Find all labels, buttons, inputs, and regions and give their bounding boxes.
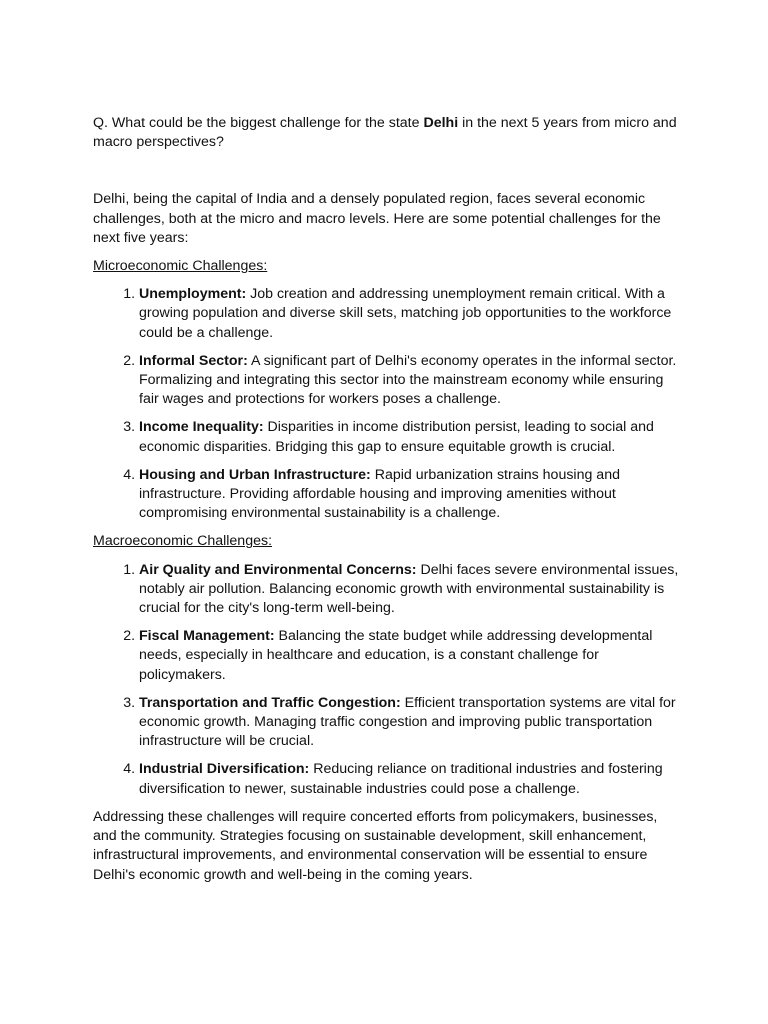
list-item-title: Air Quality and Environmental Concerns: [139, 561, 417, 578]
list-item-title: Income Inequality: [139, 419, 264, 436]
list-item [139, 760, 683, 798]
list-item-text: Balancing the state budget while addressing developmental needs, especially in healthcare and education, is a constant challenge for policymakers. [139, 628, 653, 683]
list-item-text: Delhi faces severe environmental issues, notably air pollution. Balancing economic growth with environmental sustainability is crucial for the city's long-term well-being. [139, 561, 679, 617]
document-page [93, 114, 683, 885]
list-item-title: Unemployment: [139, 286, 247, 303]
list-item-text: Disparities in income distribution persist, leading to social and economic disparities. Bridging this gap to ensure equitable growth is crucial. [139, 419, 654, 455]
list-item [139, 627, 683, 685]
macro-list [93, 561, 683, 799]
list-item-title: Transportation and Traffic Congestion: [139, 694, 401, 711]
list-item-text: Reducing reliance on traditional industries and fostering diversification to newer, sustainable industries could pose a challenge. [139, 761, 663, 797]
list-item-text: Job creation and addressing unemployment remain critical. With a growing population and diverse skill sets, matching job opportunities to the workforce could be a challenge. [139, 286, 672, 341]
list-item [139, 418, 683, 456]
list-item [139, 561, 683, 619]
micro-list [93, 285, 683, 523]
list-item-text: A significant part of Delhi's economy operates in the informal sector. Formalizing and integrating this sector into the mainstream economy while ensuring fair wages and protections for workers poses a challenge. [139, 352, 677, 408]
intro-paragraph: Delhi, being the capital of India and a densely populated region, faces several economic challenges, both at the micro and macro levels. Here are some potential challenges for the next five years: [93, 191, 661, 246]
list-item-title: Industrial Diversification: [139, 761, 310, 778]
list-item-title: Informal Sector: [139, 352, 248, 369]
question-bold-state: Delhi [423, 115, 459, 131]
question-text [93, 114, 683, 152]
list-item-title: Fiscal Management: [139, 628, 275, 645]
list-item [139, 694, 683, 752]
micro-heading: Microeconomic Challenges: [93, 258, 268, 275]
macro-heading: Macroeconomic Challenges: [93, 533, 273, 550]
list-item-title: Housing and Urban Infrastructure: [139, 466, 371, 483]
list-item-text: Efficient transportation systems are vital for economic growth. Managing traffic congestion and improving public transportation infrastructure will be crucial. [139, 694, 676, 750]
question-suffix: in the next 5 years from micro and macro perspectives? [93, 115, 677, 151]
list-item [139, 466, 683, 524]
list-item [139, 285, 683, 343]
list-item-text: Rapid urbanization strains housing and infrastructure. Providing affordable housing and improving amenities without compromising environmental sustainability is a challenge. [139, 466, 620, 522]
conclusion-paragraph: Addressing these challenges will require concerted efforts from policymakers, businesses, and the community. Strategies focusing on sustainable development, skill enhancement, infrastructural improvements, and environmental conservation will be essential to ensure Delhi's economic growth and well-being in the coming years. [93, 808, 658, 883]
question-prefix: Q. What could be the biggest challenge for the state [93, 115, 424, 131]
list-item [139, 352, 683, 410]
